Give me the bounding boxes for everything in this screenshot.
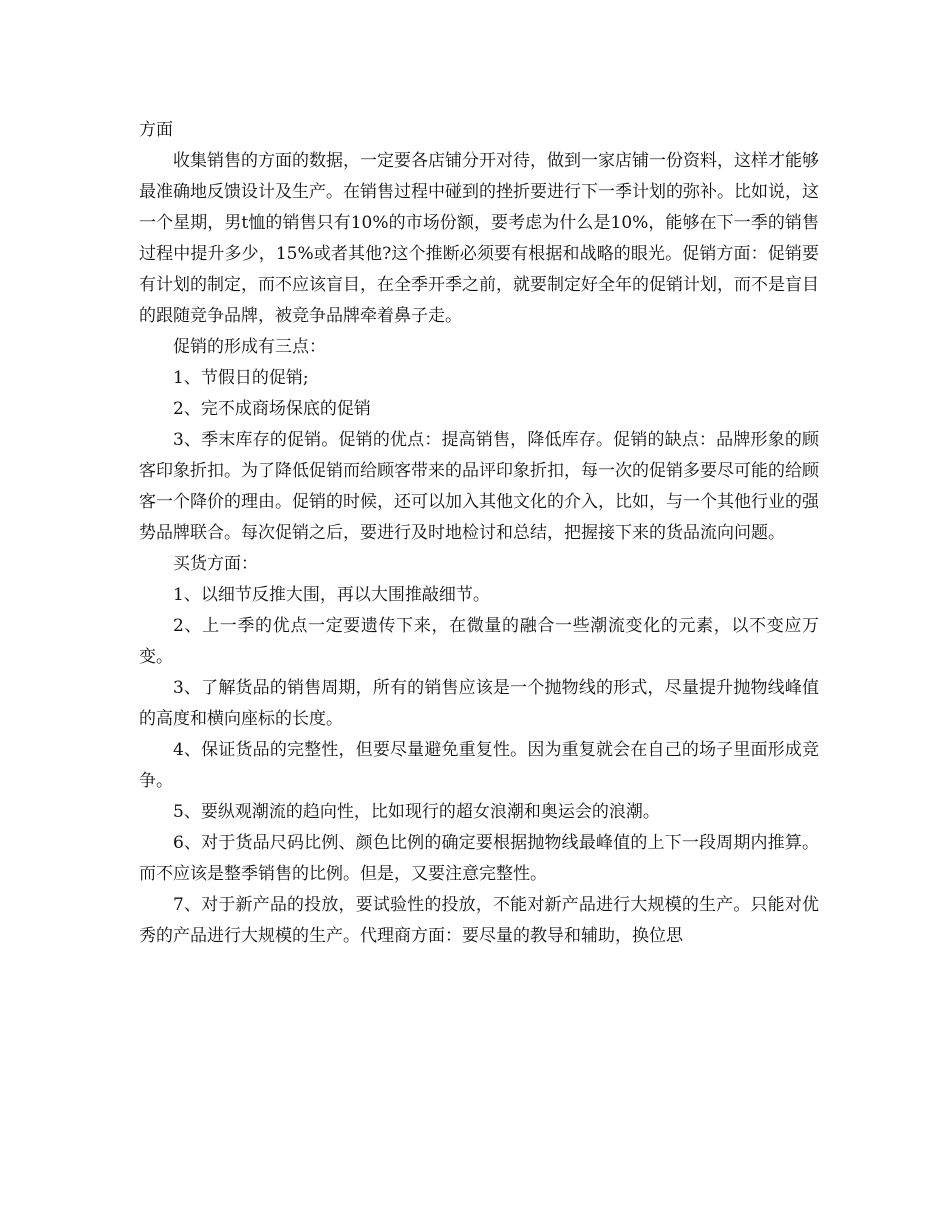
list-item: 3、季末库存的促销。促销的优点：提高销售，降低库存。促销的缺点：品牌形象的顾客印象折扣。为了降低促销而给顾客带来的品评印象折扣，每一次的促销多要尽可能的给顾客一个降价的理由。促销的时候，还可以加入其他文化的介入，比如，与一个其他行业的强势品牌联合。每次促销之后，要进行及时地检讨和总结，把握接下来的货品流向问题。 (139, 430, 819, 543)
list-item: 4、保证货品的完整性，但要尽量避免重复性。因为重复就会在自己的场子里面形成竞争。 (139, 740, 819, 791)
list-item: 2、上一季的优点一定要遗传下来，在微量的融合一些潮流变化的元素，以不变应万变。 (139, 616, 819, 667)
document-body (139, 115, 819, 952)
section-heading: 买货方面： (173, 554, 258, 574)
list-item: 6、对于货品尺码比例、颜色比例的确定要根据抛物线最峰值的上下一段周期内推算。而不应该是整季销售的比例。但是，又要注意完整性。 (139, 833, 819, 884)
paragraph: 方面 (139, 120, 173, 140)
paragraph: 收集销售的方面的数据，一定要各店铺分开对待，做到一家店铺一份资料，这样才能够最准确地反馈设计及生产。在销售过程中碰到的挫折要进行下一季计划的弥补。比如说，这一个星期，男t恤的销售只有10%的市场份额，要考虑为什么是10%，能够在下一季的销售过程中提升多少，15%或者其他?这个推断必须要有根据和战略的眼光。促销方面：促销要有计划的制定，而不应该盲目，在全季开季之前，就要制定好全年的促销计划，而不是盲目的跟随竞争品牌，被竞争品牌牵着鼻子走。 (139, 151, 819, 326)
list-item: 2、完不成商场保底的促销 (173, 399, 371, 419)
list-item: 3、了解货品的销售周期，所有的销售应该是一个抛物线的形式，尽量提升抛物线峰值的高度和横向座标的长度。 (139, 678, 819, 729)
list-item: 5、要纵观潮流的趋向性，比如现行的超女浪潮和奥运会的浪潮。 (173, 802, 660, 822)
list-item: 7、对于新产品的投放，要试验性的投放，不能对新产品进行大规模的生产。只能对优秀的产品进行大规模的生产。代理商方面：要尽量的教导和辅助，换位思 (139, 895, 819, 946)
list-item: 1、节假日的促销; (173, 368, 309, 388)
paragraph: 促销的形成有三点： (173, 337, 326, 357)
list-item: 1、以细节反推大围，再以大围推敲细节。 (173, 585, 490, 605)
